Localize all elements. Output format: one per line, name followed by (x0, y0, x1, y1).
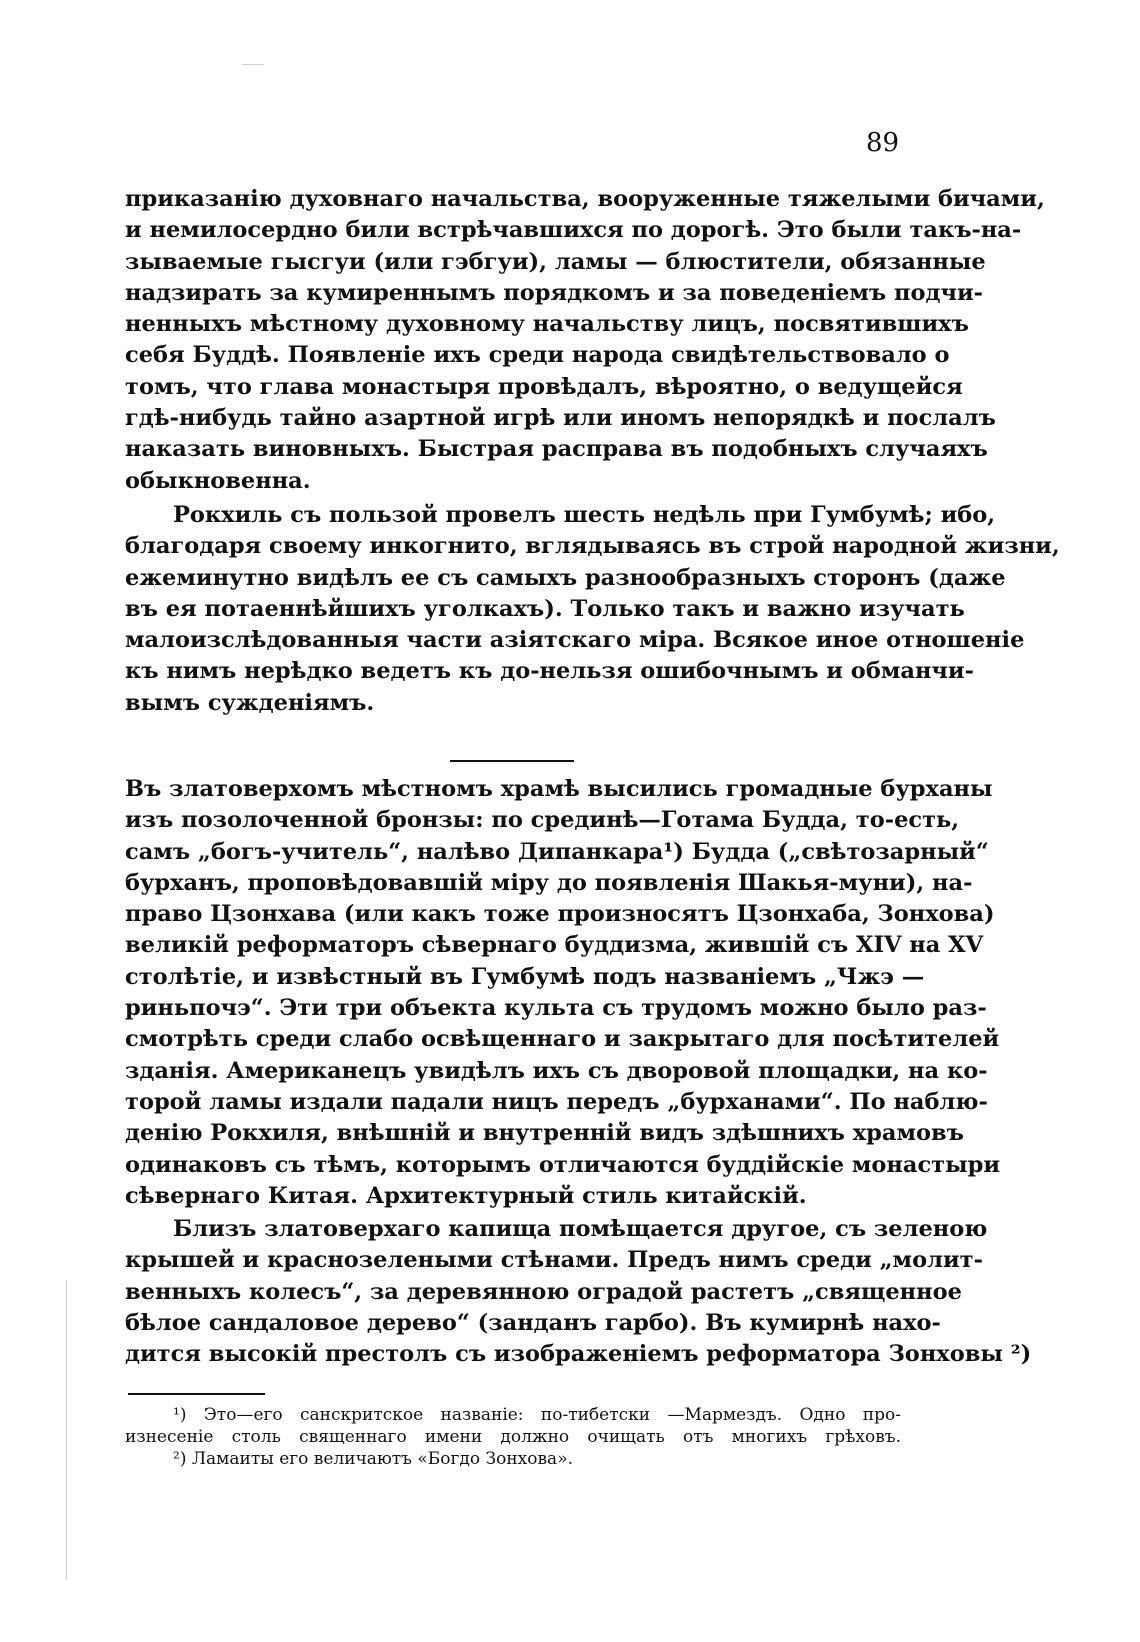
text-line: ежеминутно видѣлъ ее съ самыхъ разнообразныхъ сторонъ (даже (125, 564, 1006, 591)
paragraph-4 (125, 1214, 1032, 1370)
text-line: Рокхиль съ пользой провелъ шесть недѣль при Гумбумѣ; ибо, (173, 502, 996, 528)
text-line: приказанію духовнаго начальства, вооруженные тяжелыми бичами, (125, 186, 1045, 212)
scan-edge-mark (66, 1280, 67, 1580)
text-line: бѣлое сандаловое дерево“ (занданъ гарбо). Въ кумирнѣ нахо- (125, 1309, 941, 1336)
text-line: крышей и краснозелеными стѣнами. Предъ нимъ среди „молит- (125, 1247, 983, 1274)
text-line: благодаря своему инкогнито, вглядываясь въ строй народной жизни, (125, 533, 1060, 560)
text-line: Въ златоверхомъ мѣстномъ храмѣ высились громадные бурханы (125, 776, 993, 802)
text-line: вымъ сужденіямъ. (125, 689, 375, 716)
text-line: малоизслѣдованныя части азіятскаго міра. Всякое иное отношеніе (125, 627, 1025, 654)
footnote-line: ²) Ламаиты его величаютъ «Богдо Зонхова». (173, 1449, 573, 1469)
text-line: риньпочэ“. Эти три объекта культа съ трудомъ можно было раз- (125, 995, 987, 1022)
text-line: дится высокій престолъ съ изображеніемъ реформатора Зонховы ²) (125, 1341, 1032, 1368)
footnote-line: ¹) Это—его санскритское названіе: по-тибетски —Мармездъ. Одно про- (173, 1405, 901, 1425)
text-line: надзирать за кумиреннымъ порядкомъ и за поведеніемъ подчи- (125, 279, 983, 306)
text-line: Близъ златоверхаго капища помѣщается другое, съ зеленою (173, 1216, 988, 1242)
text-line: самъ „богъ-учитель“, налѣво Дипанкара¹) Будда („свѣтозарный“ (125, 838, 989, 865)
text-line: право Цзонхава (или какъ тоже произносятъ Цзонхаба, Зонхова) (125, 901, 995, 928)
text-line: обыкновенна. (125, 467, 311, 494)
paragraph-2 (125, 500, 1060, 719)
text-line: зданія. Американецъ увидѣлъ ихъ съ дворовой площадки, на ко- (125, 1057, 988, 1084)
page-number: 89 (866, 128, 900, 158)
text-line: гдѣ-нибудь тайно азартной игрѣ или иномъ непорядкѣ и послалъ (125, 405, 996, 432)
text-line: и немилосердно били встрѣчавшихся по дорогѣ. Это были такъ-на- (125, 217, 1022, 244)
text-line: сѣвернаго Китая. Архитектурный стиль китайскій. (125, 1182, 807, 1209)
text-line: себя Буддѣ. Появленіе ихъ среди народа свидѣтельствовало о (125, 342, 950, 369)
text-line: наказать виновныхъ. Быстрая расправа въ подобныхъ случаяхъ (125, 436, 988, 463)
scan-artifact (242, 64, 264, 65)
text-line: изъ позолоченной бронзы: по срединѣ—Готама Будда, то-есть, (125, 807, 960, 834)
text-line: венныхъ колесъ“, за деревянною оградой растетъ „священное (125, 1278, 962, 1305)
text-line: въ ея потаеннѣйшихъ уголкахъ). Только такъ и важно изучать (125, 595, 965, 622)
text-line: къ нимъ нерѣдко ведетъ къ до-нельзя ошибочнымъ и обманчи- (125, 658, 974, 685)
text-line: одинаковъ съ тѣмъ, которымъ отличаются буддійскіе монастыри (125, 1151, 1001, 1178)
footnote-line: изнесеніе столь священнаго имени должно очищать отъ многихъ грѣховъ. (125, 1427, 901, 1447)
paragraph-1 (125, 184, 1045, 497)
text-line: великій реформаторъ сѣвернаго буддизма, жившій съ XIV на XV (125, 932, 984, 959)
text-line: столѣтіе, и извѣстный въ Гумбумѣ подъ названіемъ „Чжэ — (125, 963, 925, 990)
text-line: зываемые гысгуи (или гэбгуи), ламы — блюстители, обязанные (125, 248, 986, 275)
text-line: бурханъ, проповѣдовавшій міру до появленія Шакья-муни), на- (125, 869, 973, 896)
footnote-rule (128, 1393, 265, 1395)
section-divider (450, 760, 574, 762)
text-line: ненныхъ мѣстному духовному начальству лицъ, посвятившихъ (125, 311, 969, 338)
text-line: смотрѣть среди слабо освѣщеннаго и закрытаго для посѣтителей (125, 1026, 1000, 1053)
text-line: торой ламы издали падали ницъ передъ „бурханами“. По наблю- (125, 1088, 988, 1115)
text-line: томъ, что глава монастыря провѣдалъ, вѣроятно, о ведущейся (125, 373, 963, 400)
paragraph-3 (125, 774, 1001, 1212)
footnotes (125, 1404, 901, 1470)
text-line: денію Рокхиля, внѣшній и внутренній видъ здѣшнихъ храмовъ (125, 1120, 964, 1147)
